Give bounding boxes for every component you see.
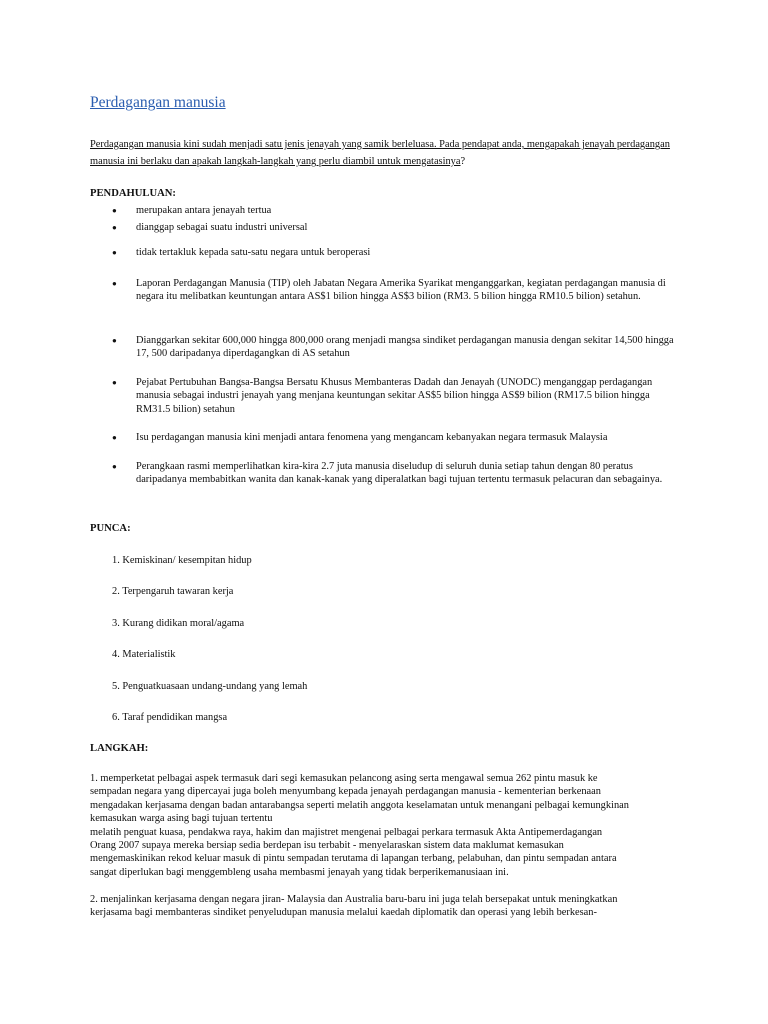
- bullet-text: Pejabat Pertubuhan Bangsa-Bangsa Bersatu Khusus Membanteras Dadah dan Jenayah (UNODC) menganggap perdagangan manusia sebagai industri jenayah yang menjana keuntungan sekitar AS$5 bilion hingga AS$9 bilion (RM17.5 bilion hingga RM31.5 bilion) setahun: [136, 377, 653, 415]
- paragraph-line: Orang 2007 supaya mereka bersiap sedia berdepan isu terbabit - menyelaraskan sistem data maklumat kemasukan: [90, 840, 564, 852]
- bullet-text: Dianggarkan sekitar 600,000 hingga 800,000 orang menjadi mangsa sindiket perdagangan manusia dengan sekitar 14,500 hingga 17, 500 daripadanya diperdagangkan di AS setahun: [136, 335, 674, 360]
- pendahuluan-heading: PENDAHULUAN:: [90, 188, 176, 199]
- punca-item: 5. Penguatkuasaan undang-undang yang lemah: [112, 681, 308, 692]
- bullet-text: Isu perdagangan manusia kini menjadi antara fenomena yang mengancam kebanyakan negara termasuk Malaysia: [136, 432, 608, 443]
- punca-item: 6. Taraf pendidikan mangsa: [112, 712, 228, 723]
- bullet-text: Laporan Perdagangan Manusia (TIP) oleh Jabatan Negara Amerika Syarikat menganggarkan, kegiatan perdagangan manusia di negara itu melibatkan keuntungan antara AS$1 bilion hingga AS$3 bilion (RM3. 5 bilion hingga RM10.5 bilion) setahun.: [136, 278, 666, 303]
- paragraph-line: mengemaskinikan rekod keluar masuk di pintu sempadan terutama di lapangan terbang, pelabuhan, dan pintu sempadan antara: [90, 853, 617, 865]
- paragraph-line: kerjasama bagi membanteras sindiket penyeludupan manusia melalui kaedah diplomatik dan operasi yang lebih berkesan-: [90, 907, 597, 919]
- bullet-dot-icon: ●: [112, 248, 117, 257]
- bullet-dot-icon: ●: [112, 279, 117, 288]
- punca-item: 4. Materialistik: [112, 649, 176, 660]
- punca-item: 2. Terpengaruh tawaran kerja: [112, 586, 234, 597]
- bullet-dot-icon: ●: [112, 206, 117, 215]
- punca-item: 3. Kurang didikan moral/agama: [112, 618, 245, 629]
- question-body: Perdagangan manusia kini sudah menjadi satu jenis jenayah yang samik berleluasa. Pada pendapat anda, mengapakah jenayah perdagangan manusia ini berlaku dan apakah langkah-langkah yang perlu diambil untuk mengatasinya: [90, 139, 670, 167]
- bullet-text: dianggap sebagai suatu industri universal: [136, 222, 308, 233]
- question-text: [90, 136, 680, 170]
- bullet-dot-icon: ●: [112, 223, 117, 232]
- bullet-dot-icon: ●: [112, 336, 117, 345]
- paragraph-line: sempadan negara yang dipercayai juga boleh menyumbang kepada jenayah perdagangan manusia - kementerian berkenaan: [90, 786, 601, 798]
- document-title: Perdagangan manusia: [90, 94, 226, 111]
- punca-heading: PUNCA:: [90, 523, 131, 534]
- paragraph-line: sangat diperlukan bagi menggembleng usaha membasmi jenayah yang tidak berperikemanusiaan ini.: [90, 866, 509, 878]
- question-mark: ?: [460, 156, 466, 167]
- langkah-heading: LANGKAH:: [90, 743, 149, 754]
- paragraph-line: melatih penguat kuasa, pendakwa raya, hakim dan majistret mengenai pelbagai perkara termasuk Akta Antipemerdagangan: [90, 826, 603, 838]
- bullet-text: tidak tertakluk kepada satu-satu negara untuk beroperasi: [136, 247, 371, 258]
- bullet-dot-icon: ●: [112, 433, 117, 442]
- bullet-dot-icon: ●: [112, 378, 117, 387]
- paragraph-line: kemasukan warga asing bagi tujuan tertentu: [90, 813, 273, 825]
- langkah-paragraph-1: [90, 772, 680, 879]
- langkah-paragraph-2: [90, 893, 680, 920]
- paragraph-line: 1. memperketat pelbagai aspek termasuk dari segi kemasukan pelancong asing serta mengawal semua 262 pintu masuk ke: [90, 773, 598, 784]
- paragraph-line: mengadakan kerjasama dengan badan antarabangsa seperti melatih anggota keselamatan untuk menangani pelbagai kemungkinan: [90, 799, 629, 811]
- bullet-dot-icon: ●: [112, 462, 117, 471]
- punca-item: 1. Kemiskinan/ kesempitan hidup: [112, 555, 252, 566]
- bullet-text: Perangkaan rasmi memperlihatkan kira-kira 2.7 juta manusia diseludup di seluruh dunia setiap tahun dengan 80 peratus daripadanya membabitkan wanita dan kanak-kanak yang diperalatkan bagi tujuan tertentu termasuk pelacuran dan sebagainya.: [136, 461, 663, 486]
- bullet-text: merupakan antara jenayah tertua: [136, 205, 272, 216]
- paragraph-line: 2. menjalinkan kerjasama dengan negara jiran- Malaysia dan Australia baru-baru ini juga telah bersepakat untuk meningkatkan: [90, 894, 618, 905]
